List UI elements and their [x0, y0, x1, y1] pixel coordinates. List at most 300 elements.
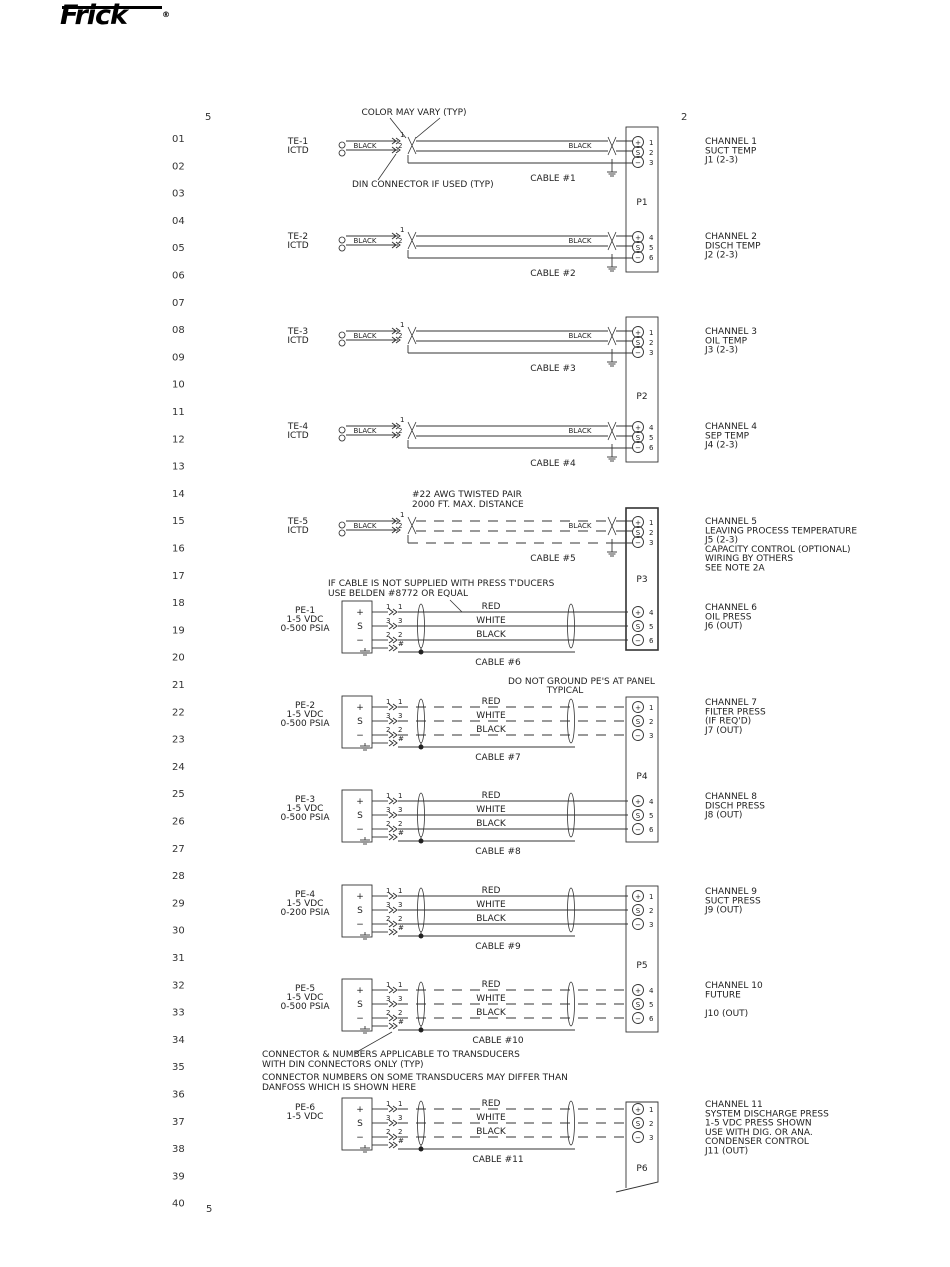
terminal-symbol: −	[635, 159, 641, 168]
line-number: 28	[172, 871, 185, 883]
connector-chevron-icon	[389, 1134, 397, 1140]
transducer-pin: −	[356, 636, 364, 646]
wire-color-label: BLACK	[353, 142, 377, 150]
din-pin-number: 1	[386, 1100, 391, 1108]
line-number: 29	[172, 898, 185, 910]
frick-logo-text: Frick	[60, 0, 128, 31]
channel-label: CHANNEL 11	[705, 1100, 763, 1110]
cable-label: CABLE #1	[530, 174, 576, 184]
wire-color-label: RED	[481, 886, 501, 896]
pin-number: 2	[398, 332, 403, 340]
leader-line	[390, 118, 440, 138]
terminal-symbol: S	[635, 1001, 641, 1010]
wire-color-label: WHITE	[476, 900, 506, 910]
terminal-number: 3	[649, 732, 654, 740]
connector-chevron-icon	[389, 834, 397, 840]
sensor-coil-icon	[339, 427, 345, 441]
note-connector: CONNECTOR & NUMBERS APPLICABLE TO TRANSDUCERS	[262, 1050, 520, 1060]
terminal-symbol: −	[635, 732, 641, 741]
panel-label-P2: P2	[636, 392, 648, 402]
transducer-pin: S	[357, 1000, 363, 1010]
transducer-pin: +	[356, 703, 364, 713]
connector-chevron-icon	[389, 1023, 397, 1029]
sheet-number: 5	[206, 1204, 213, 1215]
terminal-symbol: +	[635, 609, 641, 618]
line-number: 30	[172, 925, 185, 937]
panel-label-P6: P6	[636, 1164, 648, 1174]
channel-label: J11 (OUT)	[705, 1146, 749, 1157]
connector-chevron-icon	[389, 1015, 397, 1021]
shield-cross	[408, 517, 416, 534]
line-number: 37	[172, 1116, 185, 1128]
channel-label: CHANNEL 9	[705, 887, 757, 897]
pin-number: 1	[400, 321, 405, 329]
din-pin-number: 2	[386, 1009, 391, 1017]
transducer-pin: −	[356, 1133, 364, 1143]
terminal-number: 5	[649, 434, 654, 442]
line-number: 01	[172, 134, 185, 145]
terminal-symbol: +	[635, 139, 641, 148]
sensor-type: ICTD	[287, 336, 309, 346]
note-connector: CONNECTOR NUMBERS ON SOME TRANSDUCERS MAY DIFFER THAN	[262, 1073, 568, 1083]
note-connector: WITH DIN CONNECTORS ONLY (TYP)	[262, 1060, 424, 1070]
sensor-range: 1-5 VDC	[286, 804, 324, 814]
channel-label: J3 (2-3)	[705, 345, 738, 356]
junction-dot	[419, 650, 424, 655]
line-number: 08	[172, 325, 185, 337]
din-pin-number: 2	[386, 1128, 391, 1136]
junction-dot	[419, 1028, 424, 1033]
terminal-symbol: S	[635, 623, 641, 632]
cable-label: CABLE #10	[472, 1036, 524, 1046]
sensor-tag: TE-4	[287, 422, 309, 432]
terminal-number: 2	[649, 1120, 654, 1128]
terminal-symbol: −	[635, 349, 641, 358]
cable-label: CABLE #9	[475, 942, 521, 952]
terminal-number: 2	[649, 907, 654, 915]
din-pin-number: 3	[398, 806, 403, 814]
pin-number: 2	[398, 237, 403, 245]
din-pin-number: 2	[398, 726, 403, 734]
wire-color-label: BLACK	[568, 427, 592, 435]
din-pin-number: 1	[398, 792, 403, 800]
line-number: 38	[172, 1144, 185, 1156]
line-number: 09	[172, 352, 185, 364]
terminal-number: 1	[649, 139, 654, 147]
terminal-symbol: −	[635, 921, 641, 930]
connector-chevron-icon	[389, 645, 397, 651]
shield-cross	[608, 137, 616, 155]
connector-chevron-icon	[389, 609, 397, 615]
sensor-type: ICTD	[287, 526, 309, 536]
terminal-number: 1	[649, 519, 654, 527]
wire-color-label: BLACK	[476, 1127, 506, 1137]
terminal-symbol: −	[635, 1134, 641, 1143]
pin-number: 2	[398, 427, 403, 435]
terminal-number: 2	[649, 339, 654, 347]
din-pin-number: 1	[398, 981, 403, 989]
din-pin-number: 2	[398, 820, 403, 828]
transducer-pin: S	[357, 811, 363, 821]
note-belden: USE BELDEN #8772 OR EQUAL	[328, 589, 468, 599]
connector-chevron-icon	[389, 704, 397, 710]
junction-dot	[419, 745, 424, 750]
connector-chevron-icon	[389, 826, 397, 832]
sensor-coil-icon	[339, 237, 345, 251]
terminal-block-P6	[616, 1102, 658, 1192]
wire-color-label: WHITE	[476, 616, 506, 626]
connector-chevron-icon	[389, 907, 397, 913]
shield-cross	[408, 137, 416, 154]
connector-chevron-icon	[389, 1142, 397, 1148]
din-pin-number: 3	[386, 712, 391, 720]
sensor-psia: 0-500 PSIA	[280, 719, 330, 729]
channel-label: FILTER PRESS	[705, 707, 766, 718]
terminal-symbol: S	[635, 718, 641, 727]
channel-label: LEAVING PROCESS TEMPERATURE	[705, 526, 858, 537]
wire-color-label: BLACK	[476, 630, 506, 640]
junction-dot	[419, 839, 424, 844]
terminal-symbol: S	[635, 149, 641, 158]
sensor-psia: 0-200 PSIA	[280, 908, 330, 918]
terminal-symbol: S	[635, 1120, 641, 1129]
terminal-symbol: +	[635, 424, 641, 433]
channel-label: USE WITH DIG. OR ANA.	[705, 1127, 813, 1138]
line-number: 05	[172, 243, 185, 255]
din-pin-number: 1	[386, 698, 391, 706]
transducer-pin: +	[356, 1105, 364, 1115]
line-number: 03	[172, 188, 185, 200]
sensor-psia: 0-500 PSIA	[280, 813, 330, 823]
terminal-symbol: +	[635, 329, 641, 338]
sensor-psia: 0-500 PSIA	[280, 624, 330, 634]
line-number: 27	[172, 843, 185, 855]
terminal-symbol: −	[635, 1015, 641, 1024]
wire-color-label: RED	[481, 1099, 501, 1109]
connector-chevron-icon	[389, 1120, 397, 1126]
sensor-range: 1-5 VDC	[286, 899, 324, 909]
note-din-connector: DIN CONNECTOR IF USED (TYP)	[352, 180, 494, 190]
terminal-symbol: −	[635, 444, 641, 453]
note-no-ground: DO NOT GROUND PE'S AT PANEL	[508, 677, 655, 687]
terminal-symbol: S	[635, 244, 641, 253]
din-pin-number: 3	[398, 712, 403, 720]
sensor-tag: TE-1	[287, 137, 309, 147]
transducer-pin: −	[356, 825, 364, 835]
channel-label: J6 (OUT)	[705, 621, 743, 632]
cable-label: CABLE #2	[530, 269, 576, 279]
sensor-coil-icon	[339, 522, 345, 536]
terminal-number: 2	[649, 718, 654, 726]
din-pin-number: 2	[386, 726, 391, 734]
terminal-symbol: +	[635, 893, 641, 902]
connector-chevron-icon	[389, 1001, 397, 1007]
channel-label: CAPACITY CONTROL (OPTIONAL)	[705, 544, 851, 555]
wire-color-label: BLACK	[353, 427, 377, 435]
connector-chevron-icon	[389, 929, 397, 935]
terminal-symbol: +	[635, 798, 641, 807]
sensor-coil-icon	[339, 332, 345, 346]
terminal-number: 1	[649, 704, 654, 712]
terminal-symbol: −	[635, 826, 641, 835]
sensor-tag: TE-3	[287, 327, 309, 337]
wire-color-label: BLACK	[353, 237, 377, 245]
connector-chevron-icon	[389, 987, 397, 993]
connector-chevron-icon	[389, 623, 397, 629]
line-number: 24	[172, 761, 185, 773]
terminal-number: 6	[649, 254, 654, 262]
line-number: 19	[172, 625, 185, 637]
channel-label: 1-5 VDC PRESS SHOWN	[705, 1118, 812, 1129]
terminal-number: 3	[649, 1134, 654, 1142]
line-number: 17	[172, 570, 185, 582]
terminal-number: 3	[649, 921, 654, 929]
terminal-number: 6	[649, 1015, 654, 1023]
ground-pin-mark: #	[398, 924, 404, 932]
sensor-type: ICTD	[287, 241, 309, 251]
din-pin-number: 1	[386, 603, 391, 611]
channel-label: CHANNEL 3	[705, 327, 757, 337]
channel-label: WIRING BY OTHERS	[705, 554, 794, 565]
line-number: 14	[172, 488, 185, 500]
channel-label: SUCT PRESS	[705, 896, 761, 907]
connector-chevron-icon	[389, 812, 397, 818]
note-color-may-vary: COLOR MAY VARY (TYP)	[361, 108, 467, 118]
din-pin-number: 2	[398, 1128, 403, 1136]
ground-pin-mark: #	[398, 735, 404, 743]
ground-pin-mark: #	[398, 1018, 404, 1026]
terminal-symbol: +	[635, 519, 641, 528]
line-number: 02	[172, 161, 185, 173]
sensor-range: 1-5 VDC	[286, 993, 324, 1003]
note-belden: IF CABLE IS NOT SUPPLIED WITH PRESS T'DUCERS	[328, 579, 555, 589]
terminal-number: 5	[649, 1001, 654, 1009]
channel-label: CHANNEL 1	[705, 137, 757, 147]
terminal-symbol: +	[635, 987, 641, 996]
terminal-symbol: S	[635, 529, 641, 538]
terminal-symbol: +	[635, 704, 641, 713]
wire-color-label: RED	[481, 602, 501, 612]
wire-color-label: BLACK	[568, 522, 592, 530]
sensor-psia: 0-500 PSIA	[280, 1002, 330, 1012]
line-number: 23	[172, 734, 185, 746]
terminal-number: 1	[649, 1106, 654, 1114]
line-number: 10	[172, 379, 185, 391]
terminal-number: 1	[649, 893, 654, 901]
terminal-number: 3	[649, 349, 654, 357]
channel-label: CHANNEL 2	[705, 232, 757, 242]
line-number: 25	[172, 789, 185, 801]
terminal-number: 5	[649, 623, 654, 631]
junction-dot	[419, 1147, 424, 1152]
line-number: 35	[172, 1062, 185, 1074]
shield-cross	[408, 232, 416, 249]
line-number: 32	[172, 980, 185, 992]
pin-number: 2	[398, 522, 403, 530]
line-number: 39	[172, 1171, 185, 1183]
panel-label-P3: P3	[636, 575, 648, 585]
sensor-tag: PE-1	[294, 606, 316, 616]
transducer-pin: +	[356, 797, 364, 807]
pin-number: 1	[400, 511, 405, 519]
transducer-pin: S	[357, 906, 363, 916]
line-number: 12	[172, 434, 185, 446]
line-number: 13	[172, 461, 185, 473]
channel-label: CHANNEL 5	[705, 517, 757, 527]
channel-label: FUTURE	[705, 990, 741, 1001]
din-pin-number: 2	[386, 915, 391, 923]
sensor-tag: TE-5	[287, 517, 309, 527]
sensor-range: 1-5 VDC	[286, 710, 324, 720]
channel-label: CHANNEL 10	[705, 981, 763, 991]
terminal-number: 2	[649, 529, 654, 537]
din-pin-number: 2	[398, 631, 403, 639]
channel-label: J7 (OUT)	[705, 725, 743, 736]
line-number: 06	[172, 270, 185, 282]
shield-cross	[608, 517, 616, 535]
wire-color-label: BLACK	[353, 522, 377, 530]
channel-label: SYSTEM DISCHARGE PRESS	[705, 1109, 829, 1120]
cable-label: CABLE #6	[475, 658, 521, 668]
sensor-type: ICTD	[287, 146, 309, 156]
channel-label: CHANNEL 8	[705, 792, 757, 802]
terminal-symbol: +	[635, 1106, 641, 1115]
din-pin-number: 3	[386, 1114, 391, 1122]
pin-number: 2	[398, 142, 403, 150]
ground-pin-mark: #	[398, 1137, 404, 1145]
cable-label: CABLE #8	[475, 847, 521, 857]
line-number: 22	[172, 707, 185, 719]
line-number: 26	[172, 816, 185, 828]
terminal-symbol: −	[635, 254, 641, 263]
panel-label-P4: P4	[636, 772, 648, 782]
terminal-number: 2	[649, 149, 654, 157]
din-pin-number: 3	[386, 806, 391, 814]
sheet-number: 2	[681, 112, 688, 123]
sheet-number: 5	[205, 112, 212, 123]
sensor-tag: PE-6	[294, 1103, 316, 1113]
transducer-pin: −	[356, 920, 364, 930]
terminal-symbol: +	[635, 234, 641, 243]
channel-label: CHANNEL 6	[705, 603, 757, 613]
din-pin-number: 3	[398, 995, 403, 1003]
sensor-tag: PE-2	[294, 701, 316, 711]
line-number: 33	[172, 1007, 185, 1019]
wire-color-label: BLACK	[476, 819, 506, 829]
leader-line	[450, 600, 462, 612]
wire-color-label: RED	[481, 791, 501, 801]
wire-color-label: BLACK	[476, 914, 506, 924]
ground-pin-mark: #	[398, 829, 404, 837]
line-number: 20	[172, 652, 185, 664]
terminal-symbol: −	[635, 637, 641, 646]
terminal-symbol: S	[635, 812, 641, 821]
din-pin-number: 3	[398, 901, 403, 909]
note-no-ground: TYPICAL	[546, 686, 584, 696]
sensor-type: ICTD	[287, 431, 309, 441]
connector-chevron-icon	[389, 1106, 397, 1112]
transducer-pin: +	[356, 986, 364, 996]
wire-color-label: WHITE	[476, 1113, 506, 1123]
wire-color-label: BLACK	[568, 237, 592, 245]
channel-label: OIL TEMP	[705, 336, 747, 347]
cable-label: CABLE #5	[530, 554, 576, 564]
din-pin-number: 1	[386, 981, 391, 989]
terminal-number: 4	[649, 609, 654, 617]
panel-label-P5: P5	[636, 961, 648, 971]
note-awg: 2000 FT. MAX. DISTANCE	[412, 500, 524, 510]
terminal-number: 3	[649, 539, 654, 547]
channel-label: J5 (2-3)	[705, 535, 738, 546]
line-number: 07	[172, 297, 185, 309]
terminal-number: 4	[649, 798, 654, 806]
terminal-number: 6	[649, 826, 654, 834]
channel-label: OIL PRESS	[705, 612, 752, 623]
din-pin-number: 3	[398, 1114, 403, 1122]
registered-mark: ®	[162, 10, 170, 19]
transducer-pin: S	[357, 622, 363, 632]
shield-cross	[608, 232, 616, 250]
wire-color-label: RED	[481, 697, 501, 707]
terminal-number: 4	[649, 987, 654, 995]
channel-label: SEP TEMP	[705, 431, 750, 442]
din-pin-number: 1	[386, 792, 391, 800]
wire-color-label: WHITE	[476, 805, 506, 815]
terminal-number: 3	[649, 159, 654, 167]
terminal-number: 6	[649, 637, 654, 645]
channel-label: (IF REQ'D)	[705, 716, 752, 727]
connector-chevron-icon	[389, 718, 397, 724]
din-pin-number: 1	[398, 698, 403, 706]
cable-label: CABLE #11	[472, 1155, 524, 1165]
channel-label: J8 (OUT)	[705, 810, 743, 821]
sensor-tag: PE-5	[294, 984, 316, 994]
channel-label: SUCT TEMP	[705, 146, 757, 157]
channel-label: CONDENSER CONTROL	[705, 1137, 809, 1148]
terminal-number: 4	[649, 234, 654, 242]
line-number: 36	[172, 1089, 185, 1101]
junction-dot	[419, 934, 424, 939]
pin-number: 1	[400, 226, 405, 234]
din-pin-number: 2	[398, 915, 403, 923]
wire-color-label: BLACK	[476, 1008, 506, 1018]
wire-color-label: BLACK	[353, 332, 377, 340]
din-pin-number: 1	[386, 887, 391, 895]
note-awg: #22 AWG TWISTED PAIR	[412, 490, 522, 500]
terminal-number: 4	[649, 424, 654, 432]
terminal-symbol: S	[635, 907, 641, 916]
pin-number: 1	[400, 416, 405, 424]
note-connector: DANFOSS WHICH IS SHOWN HERE	[262, 1083, 417, 1093]
din-pin-number: 1	[398, 887, 403, 895]
sensor-range: 1-5 VDC	[286, 615, 324, 625]
din-pin-number: 2	[398, 1009, 403, 1017]
cable-label: CABLE #3	[530, 364, 576, 374]
din-pin-number: 3	[398, 617, 403, 625]
sensor-coil-icon	[339, 142, 345, 156]
pin-number: 1	[400, 131, 405, 139]
channel-label: J4 (2-3)	[705, 440, 738, 451]
channel-label: SEE NOTE 2A	[705, 563, 765, 574]
din-pin-number: 2	[386, 631, 391, 639]
channel-label: CHANNEL 4	[705, 422, 757, 432]
connector-chevron-icon	[389, 740, 397, 746]
sensor-range: 1-5 VDC	[286, 1112, 324, 1122]
line-number: 04	[172, 215, 185, 227]
channel-label: J1 (2-3)	[705, 155, 738, 166]
channel-label: CHANNEL 7	[705, 698, 757, 708]
channel-label: J2 (2-3)	[705, 250, 738, 261]
